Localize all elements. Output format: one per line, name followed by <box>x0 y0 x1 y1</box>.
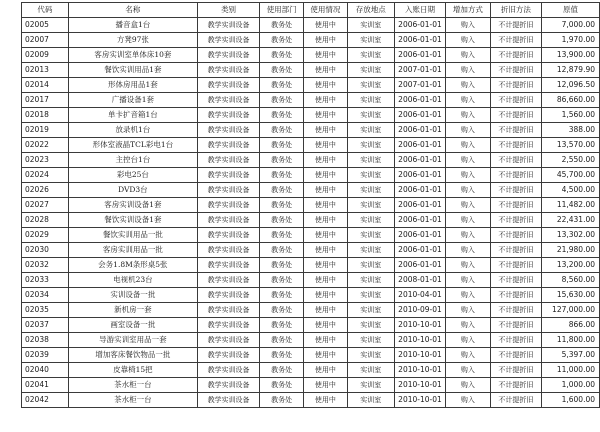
cell-status: 使用中 <box>303 243 347 258</box>
cell-name: 实训设备一批 <box>68 288 197 303</box>
cell-category: 教学实训设备 <box>197 48 259 63</box>
cell-name: 画室设备一批 <box>68 318 197 333</box>
cell-depreciation: 不计提折旧 <box>490 258 541 273</box>
cell-department: 教务处 <box>260 63 304 78</box>
table-row <box>22 168 600 183</box>
cell-depreciation: 不计提折旧 <box>490 18 541 33</box>
cell-method: 购入 <box>446 213 491 228</box>
cell-department: 教务处 <box>260 138 304 153</box>
cell-depreciation: 不计提折旧 <box>490 33 541 48</box>
cell-status: 使用中 <box>303 273 347 288</box>
table-row <box>22 393 600 408</box>
cell-code: 02030 <box>22 243 69 258</box>
cell-depreciation: 不计提折旧 <box>490 93 541 108</box>
cell-name: 放录机1台 <box>68 123 197 138</box>
cell-code: 02040 <box>22 363 69 378</box>
cell-department: 教务处 <box>260 153 304 168</box>
table-row <box>22 108 600 123</box>
cell-depreciation: 不计提折旧 <box>490 363 541 378</box>
cell-method: 购入 <box>446 273 491 288</box>
table-row <box>22 273 600 288</box>
table-row <box>22 303 600 318</box>
cell-value: 21,980.00 <box>541 243 599 258</box>
cell-code: 02029 <box>22 228 69 243</box>
cell-category: 教学实训设备 <box>197 378 259 393</box>
cell-department: 教务处 <box>260 318 304 333</box>
cell-name: 播音盒1台 <box>68 18 197 33</box>
cell-value: 13,900.00 <box>541 48 599 63</box>
cell-status: 使用中 <box>303 363 347 378</box>
cell-code: 02035 <box>22 303 69 318</box>
table-row <box>22 378 600 393</box>
cell-value: 1,600.00 <box>541 393 599 408</box>
cell-date: 2006-01-01 <box>394 33 445 48</box>
cell-department: 教务处 <box>260 363 304 378</box>
cell-department: 教务处 <box>260 18 304 33</box>
cell-department: 教务处 <box>260 168 304 183</box>
cell-category: 教学实训设备 <box>197 228 259 243</box>
cell-status: 使用中 <box>303 183 347 198</box>
cell-status: 使用中 <box>303 333 347 348</box>
cell-code: 02023 <box>22 153 69 168</box>
cell-depreciation: 不计提折旧 <box>490 213 541 228</box>
cell-value: 1,970.00 <box>541 33 599 48</box>
cell-location: 实训室 <box>347 363 394 378</box>
cell-name: 形体室液晶TCL彩电1台 <box>68 138 197 153</box>
cell-method: 购入 <box>446 378 491 393</box>
cell-method: 购入 <box>446 63 491 78</box>
cell-code: 02014 <box>22 78 69 93</box>
cell-code: 02027 <box>22 198 69 213</box>
cell-method: 购入 <box>446 303 491 318</box>
cell-value: 866.00 <box>541 318 599 333</box>
cell-status: 使用中 <box>303 108 347 123</box>
cell-name: 增加客床餐饮物品一批 <box>68 348 197 363</box>
cell-method: 购入 <box>446 48 491 63</box>
cell-value: 45,700.00 <box>541 168 599 183</box>
cell-depreciation: 不计提折旧 <box>490 228 541 243</box>
cell-name: 单卡扩音箱1台 <box>68 108 197 123</box>
cell-date: 2010-10-01 <box>394 378 445 393</box>
cell-date: 2010-10-01 <box>394 393 445 408</box>
cell-date: 2007-01-01 <box>394 63 445 78</box>
cell-method: 购入 <box>446 168 491 183</box>
cell-code: 02038 <box>22 333 69 348</box>
cell-name: 餐饮实训设备1套 <box>68 213 197 228</box>
cell-department: 教务处 <box>260 228 304 243</box>
cell-code: 02024 <box>22 168 69 183</box>
cell-location: 实训室 <box>347 18 394 33</box>
header-depreciation: 折旧方法 <box>490 3 541 18</box>
table-body <box>22 18 600 408</box>
cell-code: 02009 <box>22 48 69 63</box>
cell-value: 11,800.00 <box>541 333 599 348</box>
table-row <box>22 198 600 213</box>
header-code: 代码 <box>22 3 69 18</box>
cell-category: 教学实训设备 <box>197 333 259 348</box>
cell-method: 购入 <box>446 108 491 123</box>
table-row <box>22 183 600 198</box>
cell-date: 2006-01-01 <box>394 183 445 198</box>
cell-code: 02033 <box>22 273 69 288</box>
cell-date: 2010-10-01 <box>394 348 445 363</box>
cell-code: 02028 <box>22 213 69 228</box>
cell-location: 实训室 <box>347 63 394 78</box>
cell-date: 2006-01-01 <box>394 123 445 138</box>
cell-location: 实训室 <box>347 243 394 258</box>
table-row <box>22 48 600 63</box>
cell-category: 教学实训设备 <box>197 258 259 273</box>
cell-value: 12,096.50 <box>541 78 599 93</box>
table-row <box>22 78 600 93</box>
cell-code: 02042 <box>22 393 69 408</box>
cell-department: 教务处 <box>260 213 304 228</box>
cell-department: 教务处 <box>260 183 304 198</box>
cell-method: 购入 <box>446 363 491 378</box>
cell-depreciation: 不计提折旧 <box>490 198 541 213</box>
table-row <box>22 363 600 378</box>
cell-value: 15,630.00 <box>541 288 599 303</box>
cell-location: 实训室 <box>347 303 394 318</box>
cell-value: 13,200.00 <box>541 258 599 273</box>
header-value: 原值 <box>541 3 599 18</box>
cell-name: 客房实训设备1套 <box>68 198 197 213</box>
cell-date: 2006-01-01 <box>394 138 445 153</box>
cell-category: 教学实训设备 <box>197 138 259 153</box>
cell-code: 02018 <box>22 108 69 123</box>
cell-value: 13,302.00 <box>541 228 599 243</box>
cell-date: 2010-09-01 <box>394 303 445 318</box>
cell-depreciation: 不计提折旧 <box>490 318 541 333</box>
cell-depreciation: 不计提折旧 <box>490 378 541 393</box>
cell-status: 使用中 <box>303 18 347 33</box>
cell-value: 388.00 <box>541 123 599 138</box>
table-row <box>22 258 600 273</box>
cell-location: 实训室 <box>347 318 394 333</box>
table-row <box>22 63 600 78</box>
cell-name: 新机房一套 <box>68 303 197 318</box>
cell-depreciation: 不计提折旧 <box>490 333 541 348</box>
header-date: 入账日期 <box>394 3 445 18</box>
cell-date: 2006-01-01 <box>394 168 445 183</box>
cell-date: 2006-01-01 <box>394 18 445 33</box>
cell-name: 餐饮实训用品一批 <box>68 228 197 243</box>
cell-depreciation: 不计提折旧 <box>490 48 541 63</box>
cell-name: 皮靠椅15把 <box>68 363 197 378</box>
cell-status: 使用中 <box>303 138 347 153</box>
cell-depreciation: 不计提折旧 <box>490 63 541 78</box>
cell-name: 形体房用品1套 <box>68 78 197 93</box>
cell-location: 实训室 <box>347 93 394 108</box>
cell-code: 02022 <box>22 138 69 153</box>
cell-depreciation: 不计提折旧 <box>490 243 541 258</box>
cell-depreciation: 不计提折旧 <box>490 393 541 408</box>
cell-name: 广播设备1套 <box>68 93 197 108</box>
cell-value: 4,500.00 <box>541 183 599 198</box>
cell-date: 2007-01-01 <box>394 78 445 93</box>
cell-category: 教学实训设备 <box>197 108 259 123</box>
cell-name: 客房实训室单体床10套 <box>68 48 197 63</box>
asset-table <box>21 2 600 408</box>
cell-location: 实训室 <box>347 258 394 273</box>
cell-category: 教学实训设备 <box>197 168 259 183</box>
cell-method: 购入 <box>446 393 491 408</box>
cell-code: 02041 <box>22 378 69 393</box>
cell-category: 教学实训设备 <box>197 153 259 168</box>
cell-department: 教务处 <box>260 243 304 258</box>
cell-department: 教务处 <box>260 93 304 108</box>
cell-department: 教务处 <box>260 288 304 303</box>
cell-name: 会务1.8M条形桌5张 <box>68 258 197 273</box>
cell-category: 教学实训设备 <box>197 198 259 213</box>
cell-category: 教学实训设备 <box>197 393 259 408</box>
cell-status: 使用中 <box>303 153 347 168</box>
cell-category: 教学实训设备 <box>197 288 259 303</box>
cell-status: 使用中 <box>303 303 347 318</box>
cell-date: 2006-01-01 <box>394 198 445 213</box>
cell-date: 2006-01-01 <box>394 153 445 168</box>
cell-method: 购入 <box>446 228 491 243</box>
cell-location: 实训室 <box>347 378 394 393</box>
cell-date: 2010-10-01 <box>394 363 445 378</box>
cell-date: 2006-01-01 <box>394 108 445 123</box>
cell-value: 1,560.00 <box>541 108 599 123</box>
cell-category: 教学实训设备 <box>197 78 259 93</box>
cell-department: 教务处 <box>260 48 304 63</box>
cell-method: 购入 <box>446 288 491 303</box>
cell-location: 实训室 <box>347 213 394 228</box>
cell-name: 茶水柜一台 <box>68 393 197 408</box>
table-row <box>22 123 600 138</box>
cell-method: 购入 <box>446 18 491 33</box>
cell-location: 实训室 <box>347 273 394 288</box>
cell-location: 实训室 <box>347 168 394 183</box>
cell-value: 22,431.00 <box>541 213 599 228</box>
cell-name: DVD3台 <box>68 183 197 198</box>
cell-value: 7,000.00 <box>541 18 599 33</box>
cell-status: 使用中 <box>303 348 347 363</box>
cell-category: 教学实训设备 <box>197 303 259 318</box>
cell-location: 实训室 <box>347 123 394 138</box>
cell-code: 02019 <box>22 123 69 138</box>
cell-location: 实训室 <box>347 153 394 168</box>
cell-department: 教务处 <box>260 198 304 213</box>
cell-name: 餐饮实训用品1套 <box>68 63 197 78</box>
cell-category: 教学实训设备 <box>197 63 259 78</box>
cell-method: 购入 <box>446 153 491 168</box>
cell-value: 5,397.00 <box>541 348 599 363</box>
cell-date: 2010-10-01 <box>394 333 445 348</box>
cell-location: 实训室 <box>347 228 394 243</box>
cell-status: 使用中 <box>303 318 347 333</box>
cell-category: 教学实训设备 <box>197 33 259 48</box>
cell-method: 购入 <box>446 93 491 108</box>
cell-location: 实训室 <box>347 393 394 408</box>
table-row <box>22 243 600 258</box>
table-row <box>22 138 600 153</box>
cell-department: 教务处 <box>260 108 304 123</box>
cell-category: 教学实训设备 <box>197 348 259 363</box>
cell-depreciation: 不计提折旧 <box>490 303 541 318</box>
cell-department: 教务处 <box>260 123 304 138</box>
cell-code: 02037 <box>22 318 69 333</box>
cell-method: 购入 <box>446 78 491 93</box>
cell-method: 购入 <box>446 183 491 198</box>
header-department: 使用部门 <box>260 3 304 18</box>
cell-status: 使用中 <box>303 33 347 48</box>
cell-location: 实训室 <box>347 348 394 363</box>
cell-method: 购入 <box>446 318 491 333</box>
cell-location: 实训室 <box>347 198 394 213</box>
table-row <box>22 153 600 168</box>
cell-department: 教务处 <box>260 378 304 393</box>
table-row <box>22 288 600 303</box>
cell-name: 客房实训用品一批 <box>68 243 197 258</box>
cell-depreciation: 不计提折旧 <box>490 108 541 123</box>
cell-method: 购入 <box>446 123 491 138</box>
cell-code: 02039 <box>22 348 69 363</box>
cell-method: 购入 <box>446 258 491 273</box>
cell-depreciation: 不计提折旧 <box>490 153 541 168</box>
cell-date: 2006-01-01 <box>394 258 445 273</box>
cell-depreciation: 不计提折旧 <box>490 138 541 153</box>
cell-category: 教学实训设备 <box>197 123 259 138</box>
header-name: 名称 <box>68 3 197 18</box>
cell-location: 实训室 <box>347 288 394 303</box>
cell-status: 使用中 <box>303 288 347 303</box>
cell-status: 使用中 <box>303 378 347 393</box>
cell-location: 实训室 <box>347 48 394 63</box>
cell-category: 教学实训设备 <box>197 93 259 108</box>
header-location: 存放地点 <box>347 3 394 18</box>
cell-date: 2006-01-01 <box>394 213 445 228</box>
table-row <box>22 318 600 333</box>
cell-department: 教务处 <box>260 273 304 288</box>
cell-location: 实训室 <box>347 78 394 93</box>
cell-status: 使用中 <box>303 258 347 273</box>
cell-name: 茶水柜一台 <box>68 378 197 393</box>
cell-date: 2010-04-01 <box>394 288 445 303</box>
cell-department: 教务处 <box>260 393 304 408</box>
cell-depreciation: 不计提折旧 <box>490 348 541 363</box>
cell-department: 教务处 <box>260 33 304 48</box>
cell-code: 02017 <box>22 93 69 108</box>
cell-code: 02026 <box>22 183 69 198</box>
cell-date: 2006-01-01 <box>394 93 445 108</box>
cell-location: 实训室 <box>347 33 394 48</box>
cell-status: 使用中 <box>303 78 347 93</box>
cell-name: 主控台1台 <box>68 153 197 168</box>
cell-date: 2006-01-01 <box>394 243 445 258</box>
cell-status: 使用中 <box>303 48 347 63</box>
cell-code: 02034 <box>22 288 69 303</box>
cell-method: 购入 <box>446 33 491 48</box>
cell-department: 教务处 <box>260 258 304 273</box>
cell-location: 实训室 <box>347 108 394 123</box>
cell-department: 教务处 <box>260 333 304 348</box>
cell-value: 1,000.00 <box>541 378 599 393</box>
cell-location: 实训室 <box>347 138 394 153</box>
cell-value: 2,550.00 <box>541 153 599 168</box>
cell-category: 教学实训设备 <box>197 213 259 228</box>
cell-name: 电视机23台 <box>68 273 197 288</box>
table-row <box>22 93 600 108</box>
cell-depreciation: 不计提折旧 <box>490 78 541 93</box>
cell-value: 13,570.00 <box>541 138 599 153</box>
header-category: 类别 <box>197 3 259 18</box>
table-row <box>22 213 600 228</box>
cell-value: 11,000.00 <box>541 363 599 378</box>
table-row <box>22 333 600 348</box>
cell-depreciation: 不计提折旧 <box>490 183 541 198</box>
cell-name: 方凳97张 <box>68 33 197 48</box>
cell-status: 使用中 <box>303 228 347 243</box>
table-row <box>22 228 600 243</box>
cell-value: 8,560.00 <box>541 273 599 288</box>
cell-method: 购入 <box>446 333 491 348</box>
cell-status: 使用中 <box>303 93 347 108</box>
cell-value: 11,482.00 <box>541 198 599 213</box>
cell-depreciation: 不计提折旧 <box>490 123 541 138</box>
cell-value: 86,660.00 <box>541 93 599 108</box>
cell-code: 02005 <box>22 18 69 33</box>
cell-date: 2006-01-01 <box>394 228 445 243</box>
table-row <box>22 348 600 363</box>
cell-method: 购入 <box>446 138 491 153</box>
table-row <box>22 33 600 48</box>
cell-category: 教学实训设备 <box>197 243 259 258</box>
table-row <box>22 18 600 33</box>
cell-status: 使用中 <box>303 123 347 138</box>
cell-value: 12,879.90 <box>541 63 599 78</box>
cell-code: 02032 <box>22 258 69 273</box>
cell-status: 使用中 <box>303 168 347 183</box>
cell-value: 127,000.00 <box>541 303 599 318</box>
cell-department: 教务处 <box>260 78 304 93</box>
cell-status: 使用中 <box>303 213 347 228</box>
cell-method: 购入 <box>446 198 491 213</box>
cell-category: 教学实训设备 <box>197 183 259 198</box>
cell-date: 2008-01-01 <box>394 273 445 288</box>
cell-category: 教学实训设备 <box>197 318 259 333</box>
cell-method: 购入 <box>446 243 491 258</box>
cell-status: 使用中 <box>303 63 347 78</box>
cell-department: 教务处 <box>260 348 304 363</box>
cell-date: 2010-10-01 <box>394 318 445 333</box>
cell-name: 导游实训室用品一套 <box>68 333 197 348</box>
cell-category: 教学实训设备 <box>197 18 259 33</box>
header-status: 使用情况 <box>303 3 347 18</box>
cell-status: 使用中 <box>303 198 347 213</box>
cell-code: 02013 <box>22 63 69 78</box>
header-row <box>22 3 600 18</box>
cell-location: 实训室 <box>347 183 394 198</box>
header-method: 增加方式 <box>446 3 491 18</box>
cell-code: 02007 <box>22 33 69 48</box>
cell-category: 教学实训设备 <box>197 273 259 288</box>
cell-status: 使用中 <box>303 393 347 408</box>
cell-depreciation: 不计提折旧 <box>490 288 541 303</box>
cell-location: 实训室 <box>347 333 394 348</box>
cell-date: 2006-01-01 <box>394 48 445 63</box>
cell-method: 购入 <box>446 348 491 363</box>
cell-name: 彩电25台 <box>68 168 197 183</box>
cell-depreciation: 不计提折旧 <box>490 273 541 288</box>
cell-category: 教学实训设备 <box>197 363 259 378</box>
cell-depreciation: 不计提折旧 <box>490 168 541 183</box>
cell-department: 教务处 <box>260 303 304 318</box>
